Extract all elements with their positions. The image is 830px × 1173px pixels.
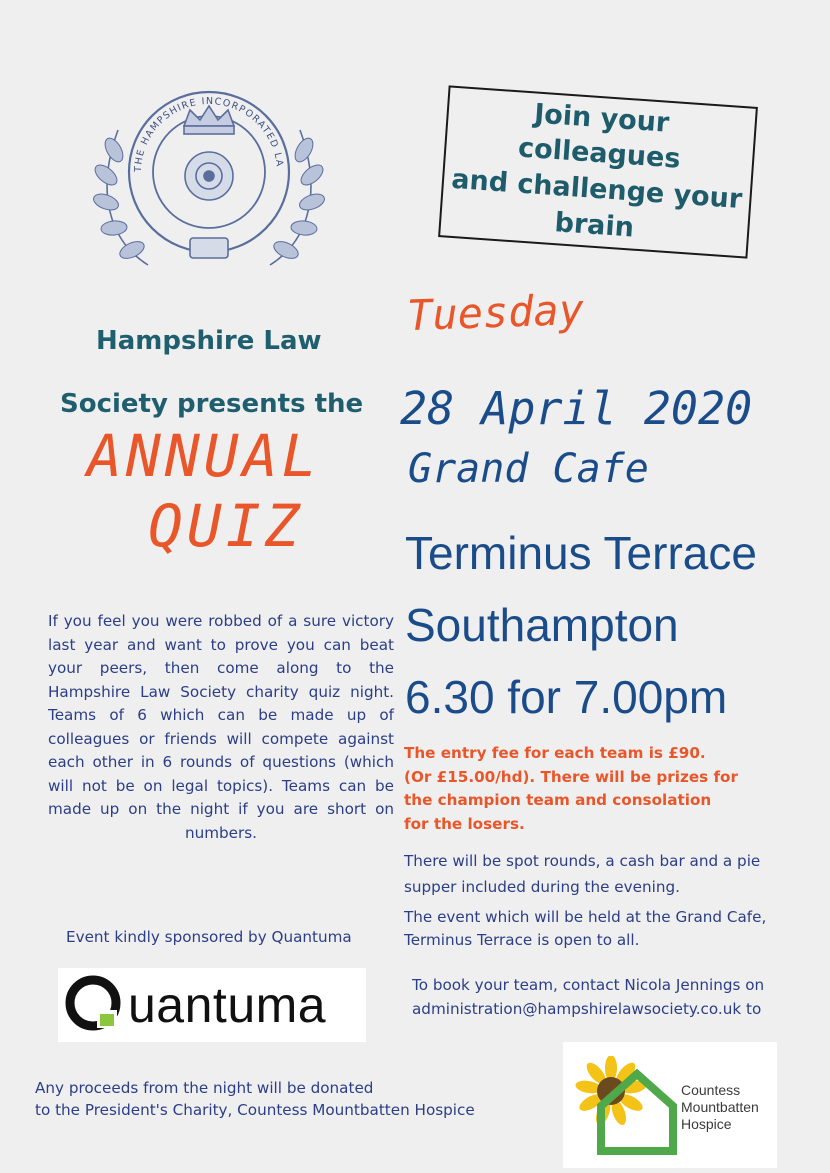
- booking-line-1: To book your team, contact Nicola Jennings on: [412, 976, 765, 994]
- quantuma-q-icon: [64, 974, 126, 1036]
- hospice-logo: [563, 1042, 777, 1168]
- event-street: Terminus Terrace: [405, 527, 757, 579]
- entry-line-1: The entry fee for each team is £90.: [404, 744, 706, 762]
- hospice-wordmark: [681, 1082, 759, 1133]
- join-callout-box: [438, 85, 758, 258]
- event-city: Southampton: [405, 599, 679, 651]
- join-line-3: brain: [553, 206, 635, 244]
- quantuma-logo: [58, 968, 366, 1042]
- crest-icon: [78, 80, 340, 280]
- sponsor-text: Event kindly sponsored by Quantuma: [66, 928, 352, 946]
- proceeds-line-2: to the President's Charity, Countess Mountbatten Hospice: [35, 1101, 475, 1119]
- entry-line-4: for the losers.: [404, 814, 525, 833]
- hospice-line-3: Hospice: [681, 1116, 732, 1132]
- extras-line-2: supper included during the evening.: [404, 878, 680, 896]
- title-annual: ANNUAL: [87, 422, 321, 490]
- hospice-line-2: Mountbatten: [681, 1099, 759, 1115]
- join-line-2: and challenge your: [450, 163, 744, 216]
- event-day: Tuesday: [406, 284, 585, 341]
- open-to-all-block: [404, 906, 824, 952]
- entry-line-3: the champion team and consolation: [404, 791, 712, 809]
- law-society-crest: [78, 80, 340, 280]
- event-date: 28 April 2020: [400, 382, 753, 435]
- sunflower-house-icon: [571, 1056, 679, 1156]
- presenter-line-1: Hampshire Law: [96, 326, 322, 356]
- entry-fee-block: [404, 742, 804, 836]
- event-venue: Grand Cafe: [408, 446, 649, 492]
- join-line-1: Join your colleagues: [517, 98, 682, 176]
- quantuma-wordmark: uantuma: [128, 977, 327, 1033]
- extras-block: [404, 848, 824, 900]
- entry-line-2: (Or £15.00/hd). There will be prizes for: [404, 767, 738, 786]
- title-quiz: QUIZ: [148, 492, 304, 560]
- event-time: 6.30 for 7.00pm: [405, 671, 728, 723]
- booking-email[interactable]: administration@hampshirelawsociety.co.uk to: [412, 1000, 762, 1018]
- crest-ring-text: THE HAMPSHIRE INCORPORATED LA: [132, 95, 285, 173]
- booking-block: [412, 973, 830, 1021]
- presenter-line-2: Society presents the: [60, 389, 364, 419]
- open-line-2: Terminus Terrace is open to all.: [404, 931, 640, 949]
- proceeds-line-1: Any proceeds from the night will be donated: [35, 1079, 374, 1097]
- proceeds-block: [35, 1077, 535, 1121]
- extras-line-1: There will be spot rounds, a cash bar and a pie: [404, 852, 761, 870]
- open-line-1: The event which will be held at the Grand Cafe,: [404, 908, 767, 926]
- intro-paragraph: If you feel you were robbed of a sure victory last year and want to prove you can beat your peers, then come along to the Hampshire Law Society charity quiz night. Teams of 6 which can be made up of colleagues or friends will compete against each other in 6 rounds of questions (which will not be on legal topics). Teams can be made up on the night if you are short on numbers.: [48, 612, 394, 842]
- hospice-line-1: Countess: [681, 1082, 741, 1098]
